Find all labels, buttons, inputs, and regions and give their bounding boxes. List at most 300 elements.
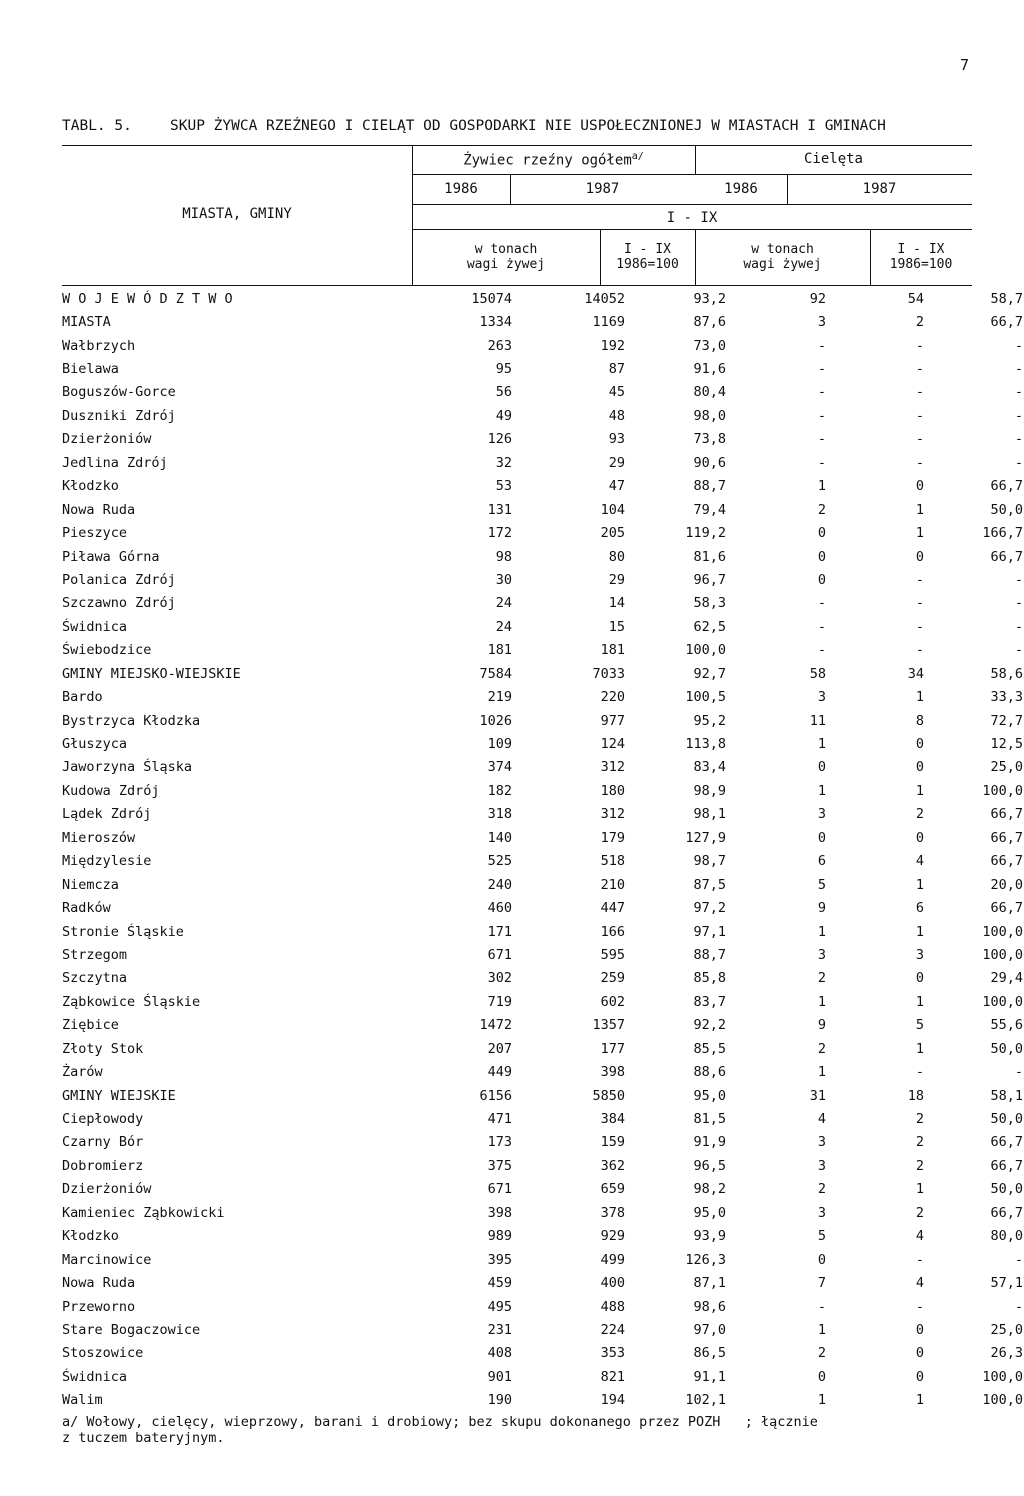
table-cell: 3 [817, 806, 826, 823]
row-label: Szczytna [62, 970, 128, 987]
row-label: Duszniki Zdrój [62, 407, 176, 424]
table-cell: 719 [487, 993, 512, 1010]
table-cell: 1 [817, 923, 826, 940]
table-cell: 25,0 [990, 759, 1023, 776]
row-label: Stronie Śląskie [62, 923, 184, 940]
table-cell: 85,5 [693, 1040, 726, 1057]
table-row [62, 357, 1023, 380]
table-row [62, 404, 1023, 427]
table-row [62, 990, 1023, 1013]
table-cell: 495 [487, 1298, 512, 1315]
table-cell: - [817, 337, 826, 354]
table-cell: - [915, 642, 924, 659]
row-label: Boguszów-Gorce [62, 384, 176, 401]
table-cell: 127,9 [685, 829, 726, 846]
table-cell: 4 [915, 1275, 924, 1292]
table-cell: 83,4 [693, 759, 726, 776]
table-cell: 66,7 [990, 806, 1023, 823]
table-cell: 3 [817, 1204, 826, 1221]
table-cell: 1 [817, 782, 826, 799]
table-cell: 219 [487, 689, 512, 706]
table-cell: - [1014, 1064, 1023, 1081]
table-cell: 93,9 [693, 1228, 726, 1245]
row-label: Świebodzice [62, 642, 152, 659]
table-row [62, 1178, 1023, 1201]
table-row [62, 967, 1023, 990]
table-cell: 66,7 [990, 1157, 1023, 1174]
table-cell: - [1014, 595, 1023, 612]
row-label: Bystrzyca Kłodzka [62, 712, 201, 729]
table-cell: 2 [817, 970, 826, 987]
table-cell: 100,0 [685, 642, 726, 659]
data-table-body [62, 287, 1023, 1412]
table-row [62, 779, 1023, 802]
table-cell: - [1014, 431, 1023, 448]
table-cell: 929 [600, 1228, 625, 1245]
table-cell: 97,0 [693, 1321, 726, 1338]
table-cell: 1334 [479, 314, 512, 331]
row-label: Bielawa [62, 361, 119, 378]
table-cell: 7 [817, 1275, 826, 1292]
table-cell: 14 [608, 595, 625, 612]
table-cell: 124 [600, 736, 625, 753]
table-row [62, 873, 1023, 896]
table-cell: 92,2 [693, 1017, 726, 1034]
table-cell: 11 [809, 712, 826, 729]
table-row [62, 639, 1023, 662]
table-cell: 1 [915, 923, 924, 940]
table-cell: 312 [600, 759, 625, 776]
row-label: Niemcza [62, 876, 119, 893]
table-cell: - [915, 384, 924, 401]
unit-header-calves: w tonach wagi żywej [743, 242, 822, 272]
table-cell: 97,2 [693, 900, 726, 917]
table-cell: 3 [817, 946, 826, 963]
table-row [62, 803, 1023, 826]
row-label: Kudowa Zdrój [62, 782, 160, 799]
table-cell: 98,1 [693, 806, 726, 823]
row-label: Polanica Zdrój [62, 571, 176, 588]
table-cell: 460 [487, 900, 512, 917]
table-row [62, 943, 1023, 966]
table-cell: 362 [600, 1157, 625, 1174]
table-cell: 6 [915, 900, 924, 917]
table-cell: 12,5 [990, 736, 1023, 753]
table-cell: 98,7 [693, 853, 726, 870]
period-header: I - IX [666, 210, 718, 226]
table-cell: 90,6 [693, 454, 726, 471]
table-cell: 302 [487, 970, 512, 987]
table-cell: - [1014, 618, 1023, 635]
row-label: Żarów [62, 1064, 103, 1081]
table-cell: 602 [600, 993, 625, 1010]
table-cell: - [1014, 1298, 1023, 1315]
table-cell: 312 [600, 806, 625, 823]
table-cell: 2 [817, 1345, 826, 1362]
table-cell: 95,2 [693, 712, 726, 729]
table-cell: 398 [600, 1064, 625, 1081]
table-cell: - [1014, 384, 1023, 401]
table-cell: 81,5 [693, 1111, 726, 1128]
table-cell: 0 [817, 1251, 826, 1268]
row-label: Nowa Ruda [62, 501, 136, 518]
table-cell: 88,7 [693, 946, 726, 963]
table-cell: - [1014, 407, 1023, 424]
table-cell: 58,3 [693, 595, 726, 612]
table-cell: 57,1 [990, 1275, 1023, 1292]
table-cell: - [817, 431, 826, 448]
table-row [62, 451, 1023, 474]
table-cell: 98,0 [693, 407, 726, 424]
table-header [0, 0, 1024, 290]
table-cell: 1 [915, 1392, 924, 1409]
table-cell: 408 [487, 1345, 512, 1362]
table-cell: 1 [817, 993, 826, 1010]
table-cell: 95,0 [693, 1204, 726, 1221]
row-label: Ząbkowice Śląskie [62, 993, 201, 1010]
table-cell: 3 [817, 1157, 826, 1174]
table-cell: 80,0 [990, 1228, 1023, 1245]
table-cell: 353 [600, 1345, 625, 1362]
table-cell: 2 [915, 1134, 924, 1151]
row-label: Radków [62, 900, 111, 917]
table-cell: - [1014, 1251, 1023, 1268]
table-cell: 87,1 [693, 1275, 726, 1292]
table-cell: - [915, 1298, 924, 1315]
table-cell: 2 [817, 501, 826, 518]
table-cell: 33,3 [990, 689, 1023, 706]
row-label: Jaworzyna Śląska [62, 759, 193, 776]
table-cell: 0 [915, 548, 924, 565]
table-cell: - [915, 595, 924, 612]
table-cell: 166 [600, 923, 625, 940]
table-cell: 97,1 [693, 923, 726, 940]
row-label: Głuszyca [62, 736, 128, 753]
row-label: Kłodzko [62, 478, 119, 495]
table-cell: 98 [495, 548, 512, 565]
table-cell: 58,1 [990, 1087, 1023, 1104]
table-cell: 1026 [479, 712, 512, 729]
table-cell: 88,6 [693, 1064, 726, 1081]
row-label: Bardo [62, 689, 103, 706]
table-cell: 104 [600, 501, 625, 518]
table-cell: 0 [817, 548, 826, 565]
table-cell: 93,2 [693, 290, 726, 307]
table-cell: 6 [817, 853, 826, 870]
table-row [62, 1107, 1023, 1130]
table-cell: 901 [487, 1368, 512, 1385]
row-label: Dzierżoniów [62, 1181, 152, 1198]
index-header-calves: I - IX 1986=100 [889, 242, 953, 272]
table-cell: 518 [600, 853, 625, 870]
table-cell: 7584 [479, 665, 512, 682]
table-cell: 1 [817, 736, 826, 753]
table-row [62, 428, 1023, 451]
table-row [62, 1154, 1023, 1177]
table-cell: 96,7 [693, 571, 726, 588]
table-cell: 100,0 [982, 946, 1023, 963]
table-cell: - [915, 361, 924, 378]
table-cell: 2 [817, 1040, 826, 1057]
table-cell: 66,7 [990, 1204, 1023, 1221]
table-cell: 179 [600, 829, 625, 846]
table-cell: 821 [600, 1368, 625, 1385]
table-cell: 595 [600, 946, 625, 963]
table-cell: 989 [487, 1228, 512, 1245]
table-cell: 374 [487, 759, 512, 776]
row-label: Świdnica [62, 618, 128, 635]
table-cell: 210 [600, 876, 625, 893]
table-cell: 100,5 [685, 689, 726, 706]
table-cell: 400 [600, 1275, 625, 1292]
table-cell: 0 [817, 1368, 826, 1385]
table-row [62, 896, 1023, 919]
table-row [62, 826, 1023, 849]
table-cell: 92 [809, 290, 826, 307]
table-cell: 126 [487, 431, 512, 448]
table-cell: - [817, 642, 826, 659]
year-1986-calves: 1986 [724, 181, 758, 197]
table-row [62, 1295, 1023, 1318]
table-cell: 0 [915, 1368, 924, 1385]
table-cell: 56 [495, 384, 512, 401]
table-cell: - [817, 407, 826, 424]
table-cell: 95 [495, 361, 512, 378]
table-cell: 91,6 [693, 361, 726, 378]
table-cell: 5850 [592, 1087, 625, 1104]
table-cell: - [1014, 454, 1023, 471]
table-cell: 83,7 [693, 993, 726, 1010]
row-label: Jedlina Zdrój [62, 454, 168, 471]
year-1987-calves: 1987 [862, 181, 897, 197]
row-label: Złoty Stok [62, 1040, 144, 1057]
table-cell: 30 [495, 571, 512, 588]
table-row [62, 850, 1023, 873]
table-cell: - [817, 384, 826, 401]
table-cell: 50,0 [990, 1181, 1023, 1198]
row-label: Nowa Ruda [62, 1275, 136, 1292]
group-header-calves: Cielęta [803, 151, 863, 167]
row-label: Strzegom [62, 946, 128, 963]
table-cell: 398 [487, 1204, 512, 1221]
table-cell: 0 [915, 759, 924, 776]
table-cell: 2 [915, 314, 924, 331]
table-cell: 0 [915, 1345, 924, 1362]
table-cell: 1 [915, 876, 924, 893]
table-cell: 499 [600, 1251, 625, 1268]
table-cell: 29,4 [990, 970, 1023, 987]
table-cell: 177 [600, 1040, 625, 1057]
table-cell: - [817, 454, 826, 471]
row-label: Ciepłowody [62, 1111, 144, 1128]
unit-header-livestock: w tonach wagi żywej [466, 242, 546, 272]
table-row [62, 1084, 1023, 1107]
table-cell: 159 [600, 1134, 625, 1151]
row-label: Lądek Zdrój [62, 806, 152, 823]
table-cell: 3 [817, 689, 826, 706]
table-cell: - [915, 618, 924, 635]
row-label: Czarny Bór [62, 1134, 144, 1151]
row-label: Szczawno Zdrój [62, 595, 176, 612]
table-cell: 9 [817, 1017, 826, 1034]
footnote-line-1: a/ Wołowy, cielęcy, wieprzowy, barani i drobiowy; bez skupu dokonanego przez POZH ; łącznie [62, 1414, 818, 1430]
table-row [62, 1225, 1023, 1248]
table-cell: 58,7 [990, 290, 1023, 307]
table-cell: 166,7 [982, 525, 1023, 542]
table-cell: 0 [817, 759, 826, 776]
table-row [62, 1342, 1023, 1365]
table-row [62, 568, 1023, 591]
table-row [62, 334, 1023, 357]
table-row [62, 756, 1023, 779]
table-row [62, 685, 1023, 708]
table-cell: 87,5 [693, 876, 726, 893]
table-cell: 449 [487, 1064, 512, 1081]
stub-header: MIASTA, GMINY [182, 206, 292, 222]
table-row [62, 662, 1023, 685]
table-cell: 100,0 [982, 993, 1023, 1010]
table-cell: 1 [915, 501, 924, 518]
table-cell: 102,1 [685, 1392, 726, 1409]
table-cell: 54 [907, 290, 924, 307]
table-cell: - [817, 1298, 826, 1315]
table-cell: 231 [487, 1321, 512, 1338]
table-cell: 259 [600, 970, 625, 987]
table-cell: 96,5 [693, 1157, 726, 1174]
row-label: GMINY WIEJSKIE [62, 1087, 176, 1104]
table-cell: 2 [817, 1181, 826, 1198]
footnote-line-2: z tuczem bateryjnym. [62, 1430, 225, 1446]
table-cell: 100,0 [982, 1368, 1023, 1385]
table-cell: 66,7 [990, 1134, 1023, 1151]
table-cell: 1 [915, 782, 924, 799]
table-cell: 671 [487, 946, 512, 963]
table-cell: - [915, 454, 924, 471]
table-cell: 3 [817, 1134, 826, 1151]
table-row [62, 1060, 1023, 1083]
table-cell: 50,0 [990, 1111, 1023, 1128]
table-cell: 31 [809, 1087, 826, 1104]
table-cell: 53 [495, 478, 512, 495]
row-label: Stare Bogaczowice [62, 1321, 201, 1338]
row-label: Ziębice [62, 1017, 119, 1034]
table-cell: 1472 [479, 1017, 512, 1034]
row-label: Walim [62, 1392, 103, 1409]
table-row [62, 545, 1023, 568]
row-label: Międzylesie [62, 853, 152, 870]
table-cell: 140 [487, 829, 512, 846]
table-cell: - [817, 618, 826, 635]
table-row [62, 732, 1023, 755]
table-cell: 29 [608, 454, 625, 471]
table-row [62, 615, 1023, 638]
row-label: Piława Górna [62, 548, 160, 565]
table-cell: 26,3 [990, 1345, 1023, 1362]
table-cell: 384 [600, 1111, 625, 1128]
table-cell: 109 [487, 736, 512, 753]
table-cell: 1 [915, 689, 924, 706]
table-title-text: SKUP ŻYWCA RZEŹNEGO I CIELĄT OD GOSPODARKI NIE USPOŁECZNIONEJ W MIASTACH I GMINACH [170, 118, 886, 134]
table-cell: 66,7 [990, 853, 1023, 870]
table-cell: 126,3 [685, 1251, 726, 1268]
table-cell: 87 [608, 361, 625, 378]
table-cell: 100,0 [982, 1392, 1023, 1409]
table-cell: 1 [915, 525, 924, 542]
table-cell: 395 [487, 1251, 512, 1268]
table-row [62, 920, 1023, 943]
table-cell: 113,8 [685, 736, 726, 753]
table-cell: 240 [487, 876, 512, 893]
table-row [62, 1037, 1023, 1060]
year-1987-livestock: 1987 [585, 181, 620, 197]
footnote [62, 1414, 982, 1446]
row-label: Dobromierz [62, 1157, 144, 1174]
table-cell: 171 [487, 923, 512, 940]
table-cell: 6156 [479, 1087, 512, 1104]
table-row [62, 1271, 1023, 1294]
row-label: Wałbrzych [62, 337, 136, 354]
table-cell: 1 [817, 1321, 826, 1338]
table-cell: 194 [600, 1392, 625, 1409]
table-cell: 81,6 [693, 548, 726, 565]
table-row [62, 1365, 1023, 1388]
table-cell: 224 [600, 1321, 625, 1338]
row-label: Pieszyce [62, 525, 128, 542]
table-cell: 1 [817, 1392, 826, 1409]
table-cell: 0 [915, 478, 924, 495]
table-cell: 447 [600, 900, 625, 917]
table-cell: 49 [495, 407, 512, 424]
table-row [62, 709, 1023, 732]
row-label: Stoszowice [62, 1345, 144, 1362]
table-cell: 3 [915, 946, 924, 963]
table-cell: 378 [600, 1204, 625, 1221]
table-cell: 1 [915, 1181, 924, 1198]
table-cell: 671 [487, 1181, 512, 1198]
table-row [62, 592, 1023, 615]
table-cell: 190 [487, 1392, 512, 1409]
table-row [62, 1131, 1023, 1154]
index-header-livestock: I - IX 1986=100 [616, 242, 679, 272]
table-cell: 0 [915, 829, 924, 846]
table-cell: 86,5 [693, 1345, 726, 1362]
table-cell: 5 [817, 876, 826, 893]
table-cell: 47 [608, 478, 625, 495]
table-cell: 50,0 [990, 501, 1023, 518]
table-cell: 459 [487, 1275, 512, 1292]
row-label: Kłodzko [62, 1228, 119, 1245]
table-cell: - [915, 407, 924, 424]
table-cell: 1 [817, 478, 826, 495]
table-row [62, 1248, 1023, 1271]
table-cell: 525 [487, 853, 512, 870]
table-cell: 73,0 [693, 337, 726, 354]
table-cell: - [1014, 571, 1023, 588]
table-cell: 659 [600, 1181, 625, 1198]
table-cell: 48 [608, 407, 625, 424]
table-row [62, 381, 1023, 404]
table-cell: 131 [487, 501, 512, 518]
table-cell: 100,0 [982, 782, 1023, 799]
table-cell: 5 [817, 1228, 826, 1245]
table-cell: - [915, 431, 924, 448]
table-cell: 66,7 [990, 478, 1023, 495]
row-label: Kamieniec Ząbkowicki [62, 1204, 225, 1221]
table-cell: 93 [608, 431, 625, 448]
table-cell: - [1014, 642, 1023, 659]
table-cell: 98,2 [693, 1181, 726, 1198]
table-cell: 72,7 [990, 712, 1023, 729]
